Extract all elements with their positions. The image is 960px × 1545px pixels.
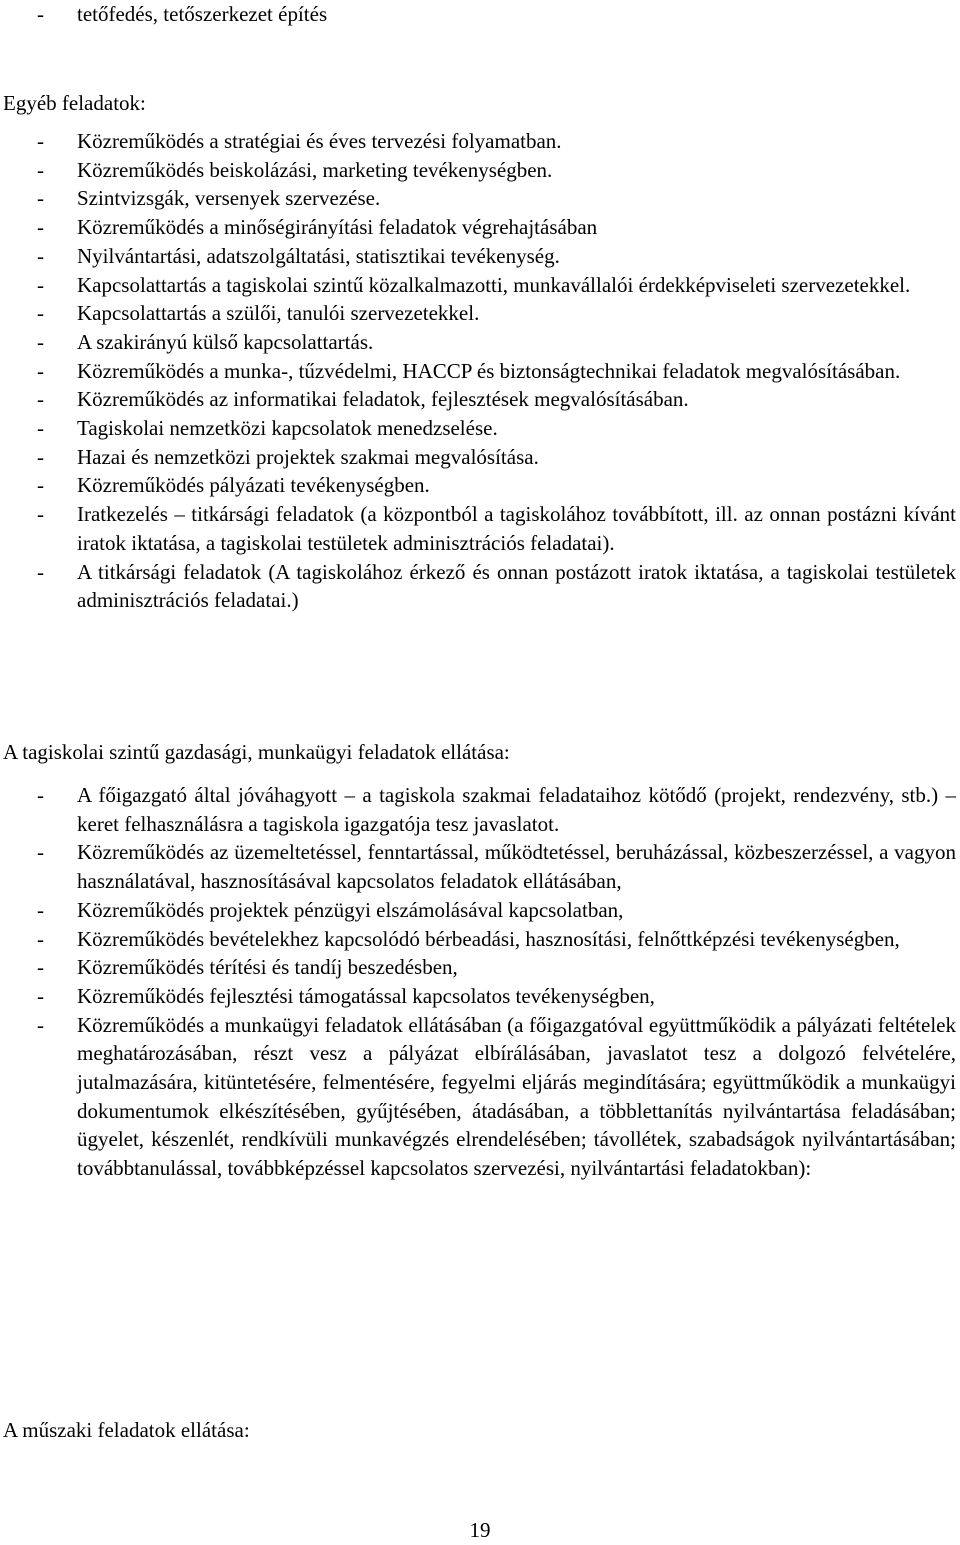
list-item (0, 385, 960, 414)
list-item (0, 242, 960, 271)
list-item-text: Közreműködés a munkaügyi feladatok ellátásában (a főigazgatóval együttműködik a pályázati feltételek meghatározásában, részt vesz a pályázat elbírálásában, javaslatot tesz a dolgozó felvételére, jutalmazására, kitüntetésére, felmentésére, fegyelmi eljárás megindítására; együttműködik a munkaügyi dokumentumok elkészítésében, gyűjtésében, átadásában, a többlettanítás nyilvántartása feladásában; ügyelet, készenlét, rendkívüli munkavégzés elrendelésében; távollétek, szabadságok nyilvántartásában; továbbtanulással, továbbképzéssel kapcsolatos szervezési, nyilvántartási feladatokban): (77, 1012, 956, 1181)
dash-bullet: - (37, 186, 44, 211)
dash-bullet: - (37, 897, 44, 922)
list-item-text: Közreműködés bevételekhez kapcsolódó bérbeadási, hasznosítási, felnőttképzési tevékenységben, (77, 926, 900, 951)
list-item (0, 500, 960, 557)
dash-bullet: - (37, 559, 44, 584)
section-heading-muszaki: A műszaki feladatok ellátása: (3, 1418, 250, 1442)
list-item (0, 0, 960, 29)
dash-bullet: - (37, 301, 44, 326)
list-item (0, 328, 960, 357)
dash-bullet: - (37, 215, 44, 240)
egyeb-list (0, 127, 960, 615)
dash-bullet: - (37, 1012, 44, 1037)
dash-bullet: - (37, 416, 44, 441)
list-item (0, 781, 960, 838)
list-item-text: Közreműködés a stratégiai és éves tervezési folyamatban. (77, 129, 562, 153)
list-item (0, 414, 960, 443)
list-item (0, 471, 960, 500)
list-item (0, 925, 960, 954)
list-item (0, 156, 960, 185)
list-item-text: A főigazgató által jóváhagyott – a tagiskola szakmai feladataihoz kötődő (projekt, rendezvény, stb.) – keret felhasználásra a tagiskola igazgatója tesz javaslatot. (77, 783, 956, 836)
list-item (0, 982, 960, 1011)
list-item (0, 357, 960, 386)
list-item-text: Szintvizsgák, versenyek szervezése. (77, 186, 381, 211)
dash-bullet: - (37, 387, 44, 412)
list-item (0, 953, 960, 982)
top-list (0, 0, 960, 29)
list-item-text: Közreműködés fejlesztési támogatással kapcsolatos tevékenységben, (77, 983, 655, 1008)
list-item-text: Iratkezelés – titkársági feladatok (a központból a tagiskolához továbbított, ill. az onnan postázni kívánt iratok iktatása, a tagiskolai testületek adminisztrációs feladatai). (77, 502, 956, 555)
list-item-text: Közreműködés a munka-, tűzvédelmi, HACCP és biztonságtechnikai feladatok megvalósításában. (77, 358, 901, 383)
list-item-text: Hazai és nemzetközi projektek szakmai megvalósítása. (77, 444, 539, 469)
dash-bullet: - (37, 2, 44, 26)
list-item-text: tetőfedés, tetőszerkezet építés (77, 2, 328, 26)
dash-bullet: - (37, 358, 44, 383)
list-item-text: Kapcsolattartás a tagiskolai szintű közalkalmazotti, munkavállalói érdekképviseleti szervezetekkel. (77, 272, 911, 297)
gazdasagi-list (0, 781, 960, 1183)
page-number: 19 (469, 1518, 491, 1542)
dash-bullet: - (37, 983, 44, 1008)
list-item-text: Közreműködés beiskolázási, marketing tevékenységben. (77, 157, 553, 182)
list-item-text: A szakirányú külső kapcsolattartás. (77, 329, 374, 354)
list-item (0, 127, 960, 156)
list-item (0, 838, 960, 895)
list-item (0, 184, 960, 213)
dash-bullet: - (37, 783, 44, 807)
dash-bullet: - (37, 955, 44, 980)
dash-bullet: - (37, 926, 44, 951)
dash-bullet: - (37, 329, 44, 354)
list-item-text: Tagiskolai nemzetközi kapcsolatok menedzselése. (77, 416, 498, 441)
dash-bullet: - (37, 473, 44, 498)
list-item-text: Közreműködés projektek pénzügyi elszámolásával kapcsolatban, (77, 897, 624, 922)
list-item-text: Közreműködés az üzemeltetéssel, fenntartással, működtetéssel, beruházással, közbeszerzéssel, a vagyon használatával, hasznosításával kapcsolatos feladatok ellátásában, (77, 840, 956, 894)
dash-bullet: - (37, 444, 44, 469)
dash-bullet: - (37, 129, 44, 153)
list-item-text: Közreműködés a minőségirányítási feladatok végrehajtásában (77, 215, 598, 240)
list-item (0, 558, 960, 615)
list-item (0, 896, 960, 925)
section-heading-gazdasagi: A tagiskolai szintű gazdasági, munkaügyi feladatok ellátása: (3, 740, 510, 764)
dash-bullet: - (37, 243, 44, 268)
list-item (0, 443, 960, 472)
list-item-text: Közreműködés térítési és tandíj beszedésben, (77, 955, 458, 980)
dash-bullet: - (37, 502, 44, 527)
list-item-text: Kapcsolattartás a szülői, tanulói szervezetekkel. (77, 301, 480, 326)
list-item (0, 271, 960, 300)
dash-bullet: - (37, 840, 44, 865)
list-item (0, 1011, 960, 1183)
section-heading-egyeb: Egyéb feladatok: (3, 91, 146, 115)
list-item-text: Nyilvántartási, adatszolgáltatási, statisztikai tevékenység. (77, 243, 560, 268)
list-item-text: Közreműködés pályázati tevékenységben. (77, 473, 430, 498)
list-item (0, 299, 960, 328)
dash-bullet: - (37, 272, 44, 297)
dash-bullet: - (37, 157, 44, 182)
list-item-text: A titkársági feladatok (A tagiskolához érkező és onnan postázott iratok iktatása, a tagiskolai testületek adminisztrációs feladatai.) (77, 559, 956, 613)
list-item-text: Közreműködés az informatikai feladatok, fejlesztések megvalósításában. (77, 387, 689, 412)
list-item (0, 213, 960, 242)
